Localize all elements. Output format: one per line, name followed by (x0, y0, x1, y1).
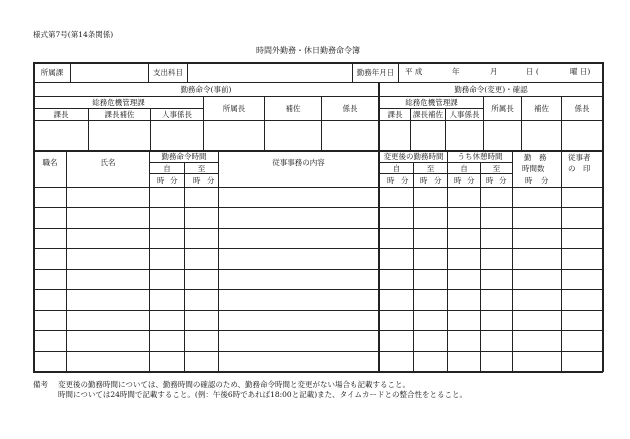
order-to-minute: 分 (207, 176, 215, 185)
month-label: 月 (490, 67, 498, 76)
post-sub-2: 課長補佐 (413, 110, 443, 119)
pre-group-label: 総務危機管理課 (92, 98, 145, 107)
weekday-label: 曜 日) (570, 67, 591, 76)
pre-sub-1: 課長 (53, 110, 69, 119)
break-from-minute: 分 (467, 176, 475, 185)
pre-col-1: 所属長 (222, 104, 246, 113)
post-sub-3: 人事係長 (449, 110, 480, 119)
pre-sub-3: 人事係長 (162, 110, 192, 119)
form-number: 様式第7号(第14条関係) (33, 30, 114, 39)
order-to: 至 (197, 163, 206, 173)
break-to-minute: 分 (499, 176, 507, 185)
day-label: 日 ( (526, 67, 539, 76)
order-from-hour: 時 (157, 176, 165, 185)
changed-from-minute: 分 (401, 176, 409, 185)
date-label: 勤務年月日 (356, 68, 395, 77)
col-name: 氏名 (100, 157, 116, 167)
notes-label: 備考 (33, 380, 48, 389)
order-from-minute: 分 (170, 176, 178, 185)
dept-label: 所属課 (40, 68, 64, 77)
notes-line-1: 変更後の勤務時間については、勤務時間の確認のため、勤務命令時間と変更がない場合も記載すること。 (58, 380, 411, 389)
changed-from-hour: 時 (387, 176, 395, 185)
post-col-3: 係長 (574, 104, 590, 113)
col-duty: 従事事務の内容 (272, 157, 325, 167)
work-hours-hour: 時 (525, 176, 533, 185)
pre-section-title: 勤務命令(事前) (180, 85, 232, 94)
break-to-hour: 時 (486, 176, 494, 185)
col-seal-1: 従事者 (568, 153, 591, 162)
col-position: 職名 (42, 157, 58, 167)
col-break-time: うち休憩時間 (457, 152, 503, 161)
break-from: 自 (460, 163, 468, 173)
col-work-hours-1: 勤 務 (524, 153, 547, 162)
pre-sub-2: 課長補佐 (104, 110, 135, 119)
break-to: 至 (492, 163, 501, 173)
budget-label: 支出科目 (153, 68, 183, 77)
post-group-label: 総務危機管理課 (405, 98, 458, 107)
col-order-time: 勤務命令時間 (161, 152, 207, 161)
post-col-2: 補佐 (534, 104, 549, 113)
pre-col-2: 補佐 (285, 104, 301, 113)
col-changed-time: 変更後の勤務時間 (383, 152, 444, 161)
pre-col-3: 係長 (342, 104, 358, 113)
order-from: 自 (163, 163, 171, 173)
changed-from: 自 (392, 163, 401, 173)
post-section-title: 勤務命令(変更)・確認 (454, 85, 528, 94)
break-from-hour: 時 (454, 176, 462, 185)
era-label: 平 成 (405, 67, 423, 76)
year-label: 年 (452, 67, 460, 76)
col-seal-2: の 印 (568, 164, 591, 173)
post-sub-1: 課長 (387, 110, 403, 119)
post-col-1: 所属長 (491, 104, 514, 113)
changed-to: 至 (426, 163, 435, 173)
notes-line-2: 時間については24時間で記載すること。(例：午後6時であれば18:00と記載)また、タイムカードとの整合性をとること。 (58, 390, 467, 399)
changed-to-hour: 時 (420, 176, 428, 185)
col-work-hours-2: 時間数 (522, 164, 545, 173)
order-to-hour: 時 (193, 176, 201, 185)
form-title: 時間外勤務・休日勤務命令簿 (256, 46, 360, 55)
work-hours-minute: 分 (541, 176, 549, 185)
changed-to-minute: 分 (434, 176, 442, 185)
